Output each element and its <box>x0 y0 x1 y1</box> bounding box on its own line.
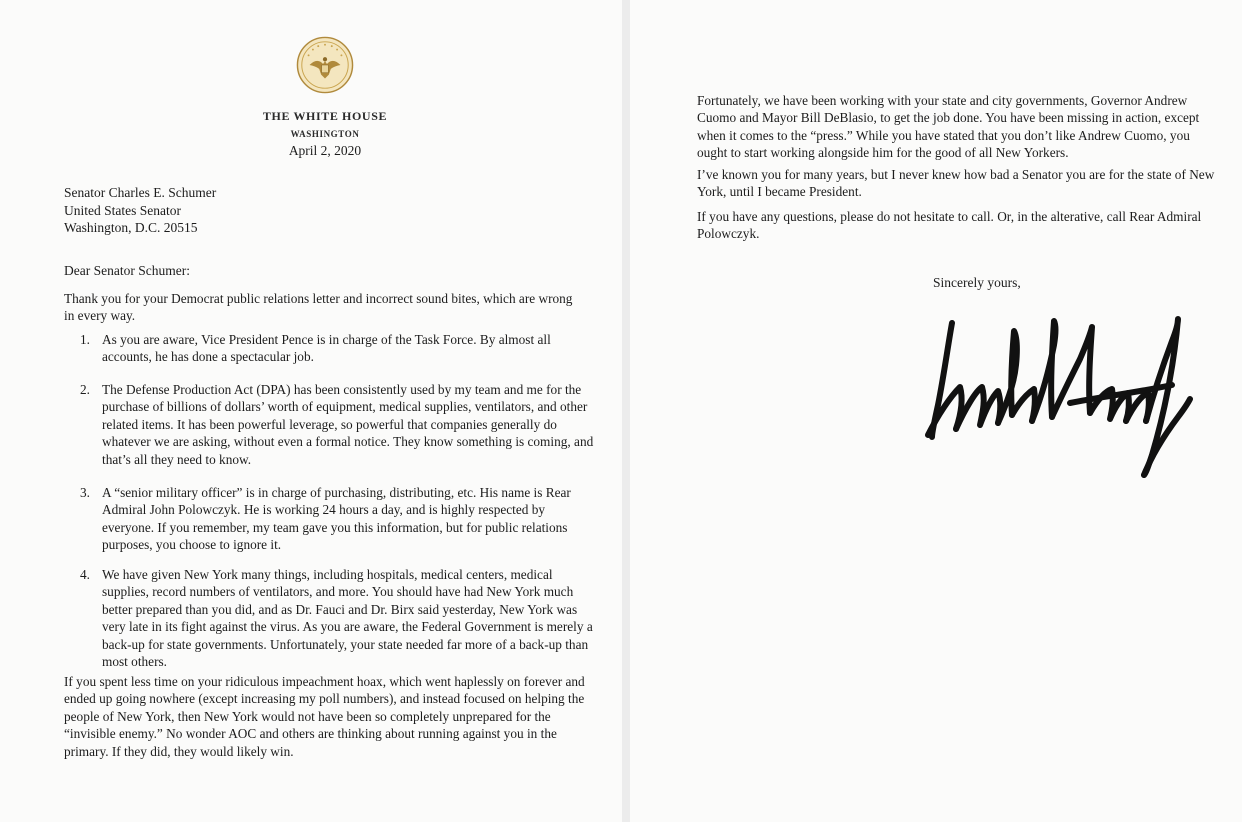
list-item-text: As you are aware, Vice President Pence is in charge of the Task Force. By almost all accounts, he has done a spectacular job. <box>102 332 551 365</box>
list-item <box>80 381 600 468</box>
list-item-number: 4. <box>80 567 90 582</box>
intro-paragraph: Thank you for your Democrat public relations letter and incorrect sound bites, which are wrong in every way. <box>64 291 573 324</box>
list-item-text: A “senior military officer” is in charge of purchasing, distributing, etc. His name is Rear Admiral John Polowczyk. He is working 24 hours a day, and is highly respected by everyone. If you remember, my team gave you this information, but for public relations purposes, you choose to ignore it. <box>102 485 571 553</box>
list-item-text: We have given New York many things, including hospitals, medical centers, medical supplies, record numbers of ventilators, and more. You should have had New York much better prepared than you did, and as Dr. Fauci and Dr. Birx said yesterday, New York was very late in its fight against the virus. As you are aware, the Federal Government is merely a back-up for state governments. Unfortunately, your state needed far more of a back-up than most others. <box>102 567 593 670</box>
list-item-text: The Defense Production Act (DPA) has been consistently used by my team and me for the purchase of billions of dollars’ worth of equipment, medical supplies, ventilators, and other related items. It has been powerful leverage, so powerful that companies generally do whatever we are asking, without even a formal notice. They know something is coming, and that’s all they need to know. <box>102 382 594 467</box>
recipient-title: United States Senator <box>64 202 181 218</box>
body-paragraph: Fortunately, we have been working with your state and city governments, Governor Andrew Cuomo and Mayor Bill DeBlasio, to get the job done. You have been missing in action, except when it comes to the “press.” While you have stated that you don’t like Andrew Cuomo, you ought to start working alongside him for the good of all New Yorkers. <box>697 93 1200 161</box>
salutation: Dear Senator Schumer: <box>64 263 190 278</box>
list-item <box>80 331 600 366</box>
list-item <box>80 566 600 670</box>
list-item <box>80 484 600 554</box>
recipient-address <box>64 184 216 237</box>
body-paragraph: If you have any questions, please do not hesitate to call. Or, in the alterative, call Rear Admiral Polowczyk. <box>697 209 1202 242</box>
recipient-name: Senator Charles E. Schumer <box>64 185 217 200</box>
handwritten-signature <box>920 305 1220 490</box>
letter-page-2 <box>630 0 1242 822</box>
letter-date: April 2, 2020 <box>288 143 362 158</box>
list-item-number: 3. <box>80 485 90 500</box>
body-paragraph: I’ve known you for many years, but I never knew how bad a Senator you are for the state of New York, until I became President. <box>697 167 1215 200</box>
signoff: Sincerely yours, <box>933 275 1021 290</box>
closing-paragraph: If you spent less time on your ridiculous impeachment hoax, which went haplessly on forever and ended up going nowhere (except increasing my poll numbers), and instead focused on helping the people of New York, then New York would not have been so completely unprepared for the “invisible enemy.” No wonder AOC and others are thinking about running against you in the primary. If they did, they would likely win. <box>64 674 585 759</box>
letterhead-title: THE WHITE HOUSE <box>262 109 388 123</box>
presidential-seal-icon <box>296 36 354 94</box>
recipient-city: Washington, D.C. 20515 <box>64 220 198 235</box>
list-item-number: 2. <box>80 382 90 397</box>
list-item-number: 1. <box>80 332 90 347</box>
letterhead-city: WASHINGTON <box>290 129 360 139</box>
